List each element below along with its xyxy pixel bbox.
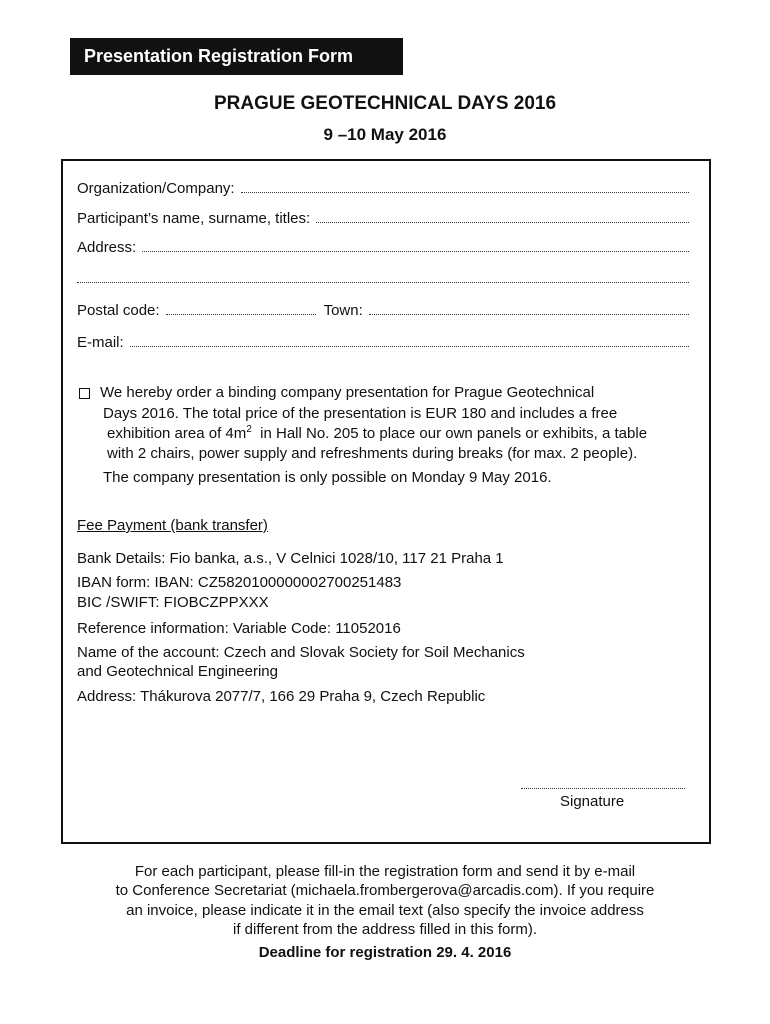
order-checkbox[interactable] (79, 388, 90, 399)
fee-bic: BIC /SWIFT: FIOBCZPPXXX (77, 594, 269, 611)
signature-label: Signature (560, 793, 625, 810)
postal-label: Postal code: (77, 302, 160, 319)
address-field[interactable] (142, 237, 689, 252)
postal-field[interactable] (166, 300, 316, 315)
address-row (77, 237, 689, 257)
participant-row (77, 208, 689, 228)
order-line-3-sup: 2 (246, 424, 252, 435)
participant-field[interactable] (316, 208, 689, 223)
email-row (77, 332, 689, 352)
address-label: Address: (77, 239, 137, 256)
footer-line-3: an invoice, please indicate it in the email text (also specify the invoice address (126, 902, 644, 919)
address-row-2 (77, 268, 689, 283)
organization-field[interactable] (241, 178, 689, 193)
fee-account-1: Name of the account: Czech and Slovak Society for Soil Mechanics (77, 644, 525, 661)
order-line-5: The company presentation is only possible on Monday 9 May 2016. (103, 469, 552, 486)
town-label: Town: (323, 302, 363, 319)
order-line-2: Days 2016. The total price of the presentation is EUR 180 and includes a free (103, 405, 618, 422)
order-line-4: with 2 chairs, power supply and refreshments during breaks (for max. 2 people). (107, 445, 638, 462)
town-field[interactable] (369, 300, 689, 315)
fee-iban: IBAN form: IBAN: CZ5820100000002700251483 (77, 574, 402, 591)
footer-line-1: For each participant, please fill-in the registration form and send it by e-mail (134, 863, 636, 880)
email-field[interactable] (130, 332, 689, 347)
postal-town-row (77, 300, 689, 320)
footer-line-2: to Conference Secretariat (michaela.frombergerova@arcadis.com). If you require (115, 882, 655, 899)
deadline: Deadline for registration 29. 4. 2016 (258, 944, 512, 961)
fee-bank: Bank Details: Fio banka, a.s., V Celnici 1028/10, 117 21 Praha 1 (77, 550, 504, 567)
fee-account-2: and Geotechnical Engineering (77, 663, 278, 680)
fee-address: Address: Thákurova 2077/7, 166 29 Praha 9, Czech Republic (77, 688, 486, 705)
order-line-3a: exhibition area of 4m (107, 425, 247, 442)
organization-label: Organization/Company: (77, 180, 235, 197)
email-label: E-mail: (77, 334, 124, 351)
signature-field[interactable] (521, 785, 685, 789)
registration-frame (61, 159, 711, 844)
form-title-badge: Presentation Registration Form (70, 38, 403, 75)
order-line-3 (107, 424, 647, 444)
organization-row (77, 178, 689, 198)
footer-line-4: if different from the address filled in this form). (232, 921, 537, 938)
order-line-3b: in Hall No. 205 to place our own panels or exhibits, a table (251, 425, 648, 442)
fee-heading: Fee Payment (bank transfer) (77, 517, 268, 534)
event-title: PRAGUE GEOTECHNICAL DAYS 2016 (213, 93, 557, 114)
participant-label: Participant’s name, surname, titles: (77, 210, 311, 227)
order-line-1: We hereby order a binding company presentation for Prague Geotechnical (100, 384, 595, 401)
address-field-2[interactable] (77, 268, 689, 283)
event-dates: 9 –10 May 2016 (323, 125, 447, 144)
fee-reference: Reference information: Variable Code: 11052016 (77, 620, 401, 637)
